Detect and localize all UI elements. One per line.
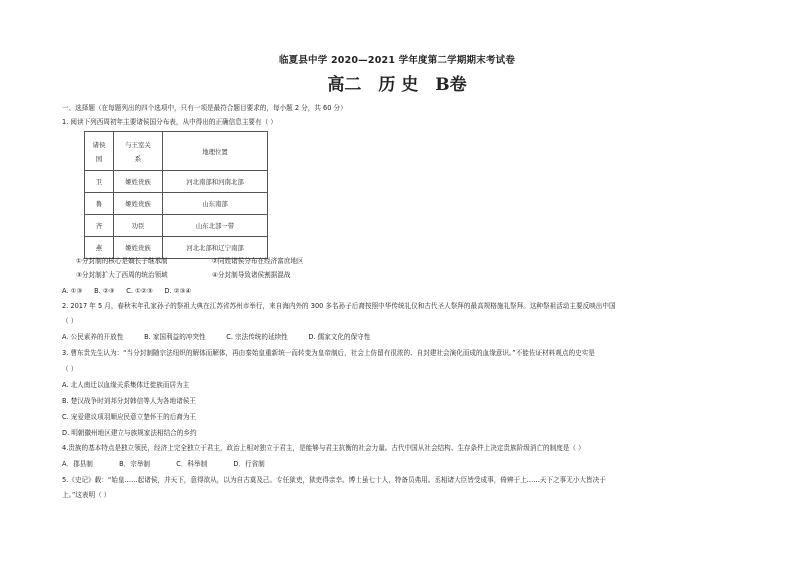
question-1-stem: 1. 阅读下列西周初年主要诸侯国分布表，从中得出的正确信息主要有（ ） xyxy=(62,118,277,126)
q4-options xyxy=(62,460,265,468)
table-cell: 齐 xyxy=(85,215,114,237)
section-heading: 一、选择题（在每题列出的四个选项中，只有一项是最符合题目要求的，每小题 2 分，共 60 分） xyxy=(62,104,347,112)
question-2-stem-bracket: （ ） xyxy=(62,317,78,325)
q1-statement: ③分封制扩大了西周的统治领域 xyxy=(76,271,168,279)
option-c[interactable]: C. 宗法传统的延续性 xyxy=(226,333,288,341)
option-b[interactable]: B. ②③ xyxy=(94,287,115,295)
option-a[interactable]: A. ①③ xyxy=(62,287,83,295)
option-d[interactable]: D．行省制 xyxy=(233,460,265,468)
q1-statement: ②同姓诸侯分布在经济富庶地区 xyxy=(212,257,304,265)
question-3-stem: 3. 曹东贵先生认为：“当分封制随宗法纽织的解体而解体，再由秦始皇重新统一而转变为皇帝制后，社会上仿留有很浓的、自封建社会演化而成的血缘意识。”不能佐证材料观点的史实是 xyxy=(62,349,595,357)
q3-option-b[interactable]: B. 楚汉战争时刘邦分封韩信等人为各地诸侯王 xyxy=(62,397,196,405)
table-header-cell: 与王室关 系 xyxy=(114,132,163,171)
q3-option-c[interactable]: C. 宠爱建议项羽顺应民意立楚怀王的后裔为王 xyxy=(62,413,197,421)
table-cell: 功臣 xyxy=(114,215,163,237)
q1-statement: ④分封制导致诸侯割据混战 xyxy=(212,271,291,279)
table-header-row xyxy=(85,132,268,171)
q1-options xyxy=(62,287,191,295)
q3-option-a[interactable]: A. 北人南迁以血缘关系集体迁徙族而居为主 xyxy=(62,381,190,389)
feudal-states-table xyxy=(84,131,268,259)
option-d[interactable]: D. 儒家文化的保守性 xyxy=(308,333,371,341)
table-row xyxy=(85,171,268,193)
table-row xyxy=(85,237,268,259)
question-2-stem: 2. 2017 年 5 月，春秋末年孔家孙子的祭祖大典在江苏省苏州市举行，来自海内外的 300 多名孙子后裔按照中华传统礼仪和古代圣人祭拜的最高规格施礼祭拜。这种祭祖活动主要反映出中国 xyxy=(62,302,616,310)
option-a[interactable]: A. 公民素养的开放性 xyxy=(62,333,124,341)
option-a[interactable]: A．郡县制 xyxy=(62,460,93,468)
question-5-stem-cont: 上。”这表明（ ） xyxy=(62,491,111,499)
option-b[interactable]: B．宗举制 xyxy=(119,460,151,468)
table-cell: 燕 xyxy=(85,237,114,259)
option-d[interactable]: D. ②③④ xyxy=(164,287,192,295)
table-cell: 山东南部 xyxy=(163,193,268,215)
table-cell: 鲁 xyxy=(85,193,114,215)
question-3-stem-bracket: （ ） xyxy=(62,365,78,373)
question-4-stem: 4.贵族的基本特点是独立领民，经济上完全独立于君主，政治上相对独立于君主，是能够与君主抗衡的社会力量。古代中国从社会结构、生存条件上决定贵族阶级消亡的制度是（ ） xyxy=(62,444,585,452)
table-cell: 卫 xyxy=(85,171,114,193)
table-cell: 姬姓贵族 xyxy=(114,193,163,215)
q1-statement: ①分封制的核心是嫡长子继承制 xyxy=(76,257,168,265)
option-c[interactable]: C．科举制 xyxy=(176,460,208,468)
table-cell: 山东北部一带 xyxy=(163,215,268,237)
question-5-stem: 5.《史记》载：“始皇……起诸侯，并天下，意得欲从，以为自古莫及己。专任狱吏，狱吏得亲幸。博士虽七十人，特备员弗用。丞相诸大臣皆受成事，倚辨于上……天下之事无小大皆决于 xyxy=(62,476,606,484)
table-cell: 姬姓贵族 xyxy=(114,237,163,259)
option-c[interactable]: C. ①②③ xyxy=(126,287,153,295)
q2-options xyxy=(62,333,370,341)
table-row xyxy=(85,215,268,237)
table-header-cell: 诸侯 国 xyxy=(85,132,114,171)
option-b[interactable]: B. 家国利益的冲突性 xyxy=(144,333,206,341)
exam-title: 临夏县中学 2020—2021 学年度第二学期期末考试卷 xyxy=(278,55,516,66)
table-cell: 姬姓贵族 xyxy=(114,171,163,193)
table-cell: 河北南部和河南北部 xyxy=(163,171,268,193)
q3-option-d[interactable]: D. 明朝徽州地区建立与族规家法相结合的乡约 xyxy=(62,429,197,437)
table-row xyxy=(85,193,268,215)
subject-title: 高二 历 史 B卷 xyxy=(327,75,467,95)
table-header-cell: 地理位置 xyxy=(163,132,268,171)
table-cell: 河北北部和辽宁南部 xyxy=(163,237,268,259)
